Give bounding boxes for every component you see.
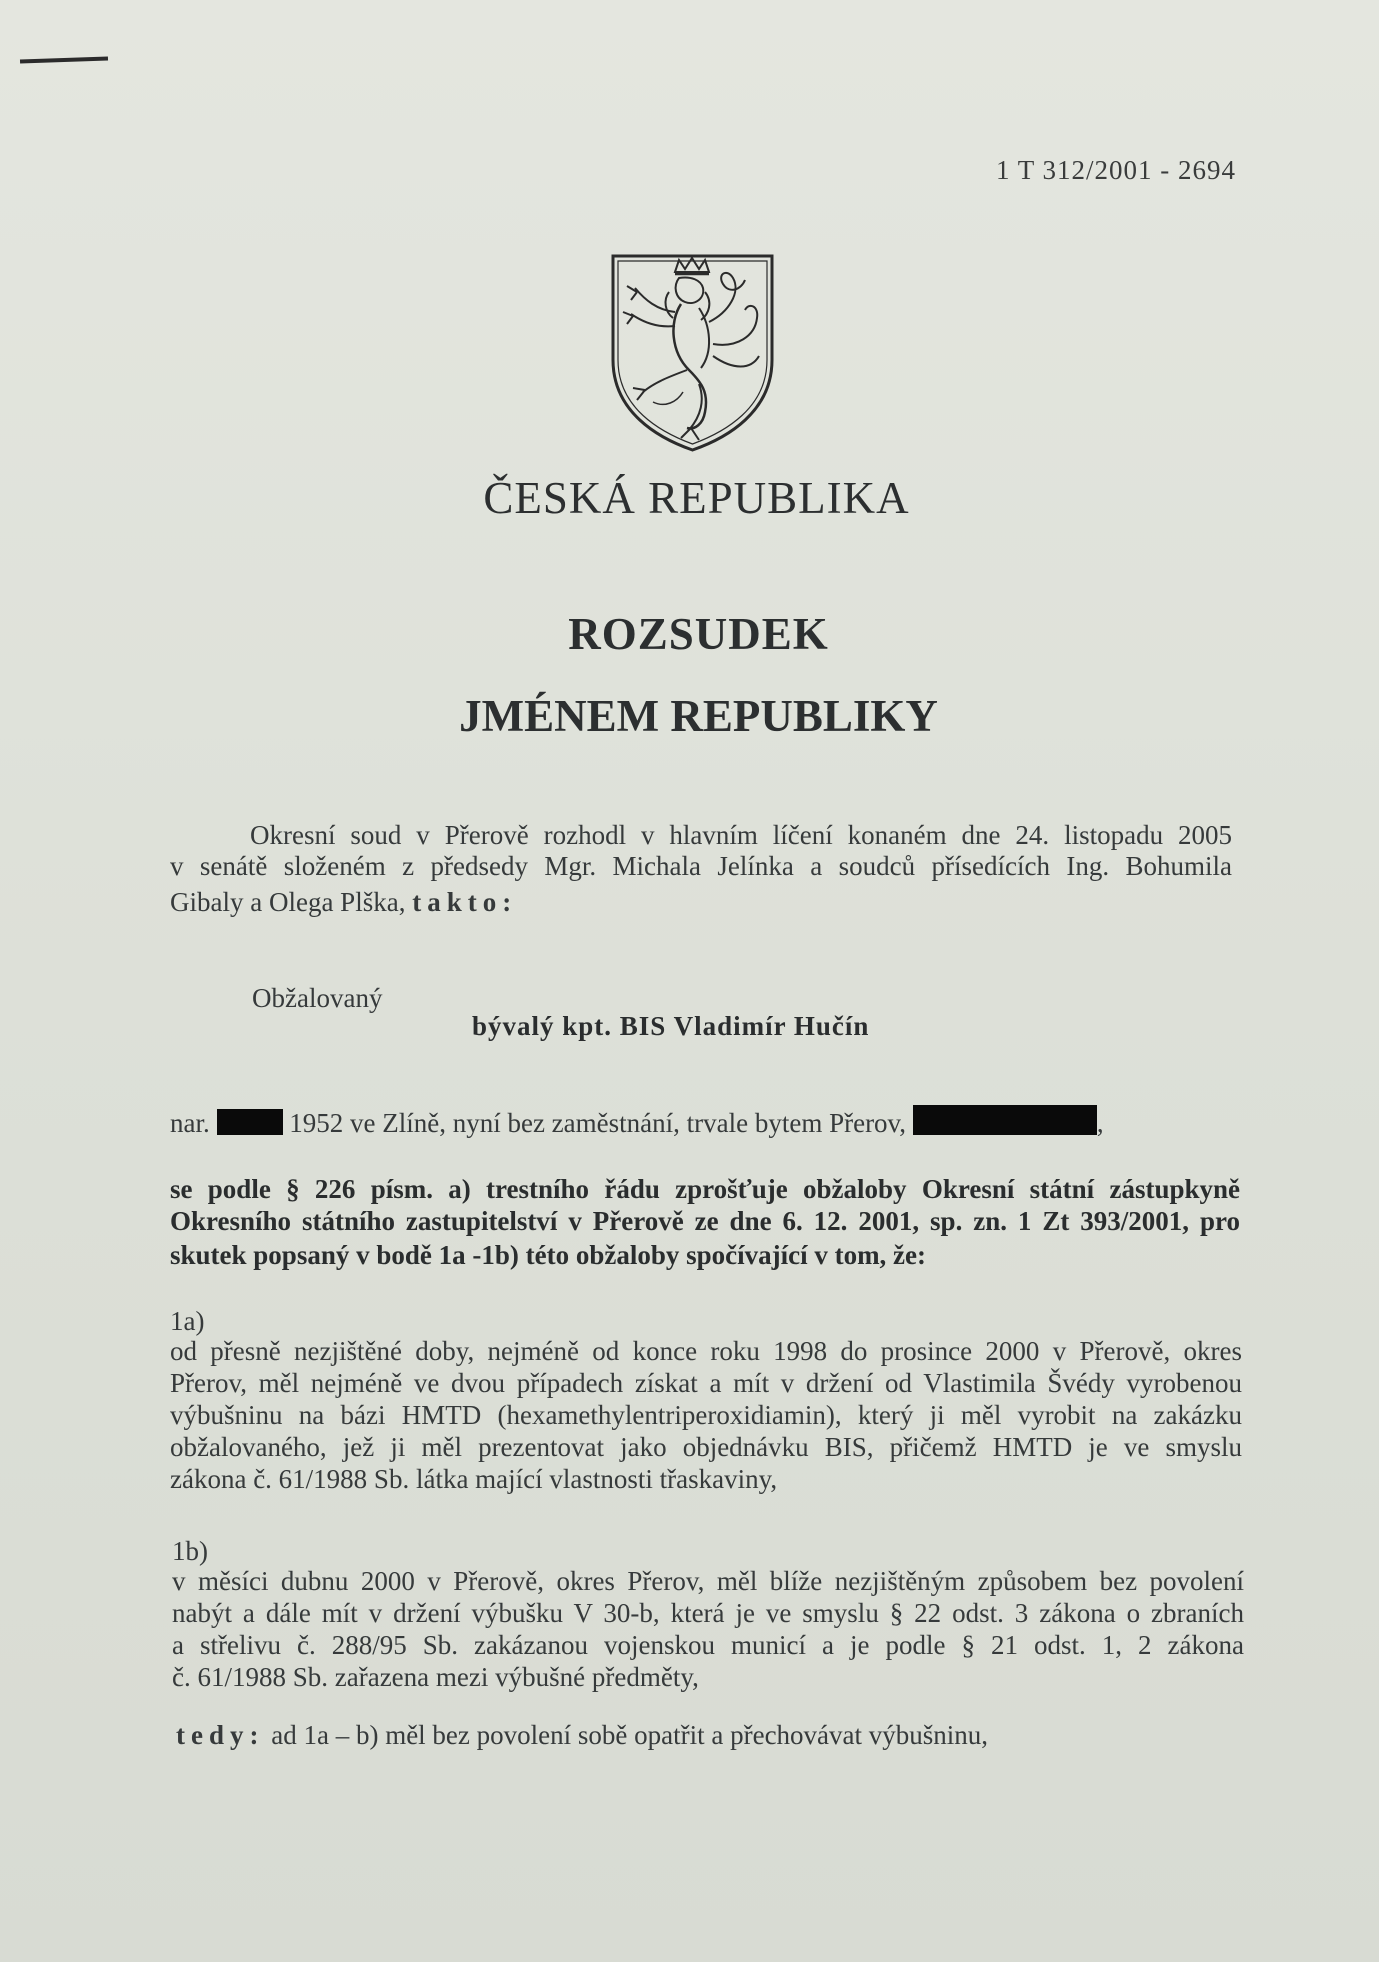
corner-dash: [20, 56, 108, 63]
verdict-line-1: se podle § 226 písm. a) trestního řádu zprošťuje obžaloby Okresní státní zástupkyně: [170, 1174, 1240, 1204]
case-number: 1 T 312/2001 - 2694: [996, 155, 1237, 185]
intro-line-3: [170, 887, 517, 918]
redaction-birthdate: [217, 1109, 283, 1135]
document-title: ROZSUDEK: [568, 609, 829, 659]
redaction-address: [913, 1105, 1097, 1135]
document-subtitle: JMÉNEM REPUBLIKY: [459, 691, 938, 741]
tedy-text: ad 1a – b) měl bez povolení sobě opatřit a přechovávat výbušninu,: [271, 1720, 989, 1750]
point-1b-label: 1b): [172, 1536, 208, 1566]
intro-line-1: Okresní soud v Přerově rozhodl v hlavním líčení konaném dne 24. listopadu 2005: [250, 820, 1232, 850]
birth-middle: 1952 ve Zlíně, nyní bez zaměstnání, trvale bytem Přerov,: [289, 1108, 907, 1138]
birth-suffix: ,: [1096, 1108, 1104, 1138]
tedy-label: tedy:: [176, 1720, 265, 1750]
birth-line: [170, 1105, 1104, 1139]
point-1a-line-3: výbušninu na bázi HMTD (hexamethylentriperoxidiamin), který ji měl vyrobit na zakázku: [170, 1400, 1242, 1430]
birth-prefix: nar.: [170, 1108, 210, 1138]
defendant-name: bývalý kpt. BIS Vladimír Hučín: [472, 1011, 870, 1041]
point-1a-label: 1a): [170, 1306, 205, 1336]
point-1b-line-4: č. 61/1988 Sb. zařazena mezi výbušné předměty,: [172, 1662, 699, 1692]
point-1a-line-1: od přesně nezjištěné doby, nejméně od konce roku 1998 do prosince 2000 v Přerově, okres: [170, 1336, 1242, 1366]
point-1a-line-4: obžalovaného, jež ji měl prezentovat jako objednávku BIS, přičemž HMTD je ve smyslu: [170, 1432, 1242, 1462]
point-1b-line-2: nabýt a dále mít v držení výbušku V 30-b, která je ve smyslu § 22 odst. 3 zákona o zbraních: [172, 1598, 1244, 1628]
point-1a-line-2: Přerov, měl nejméně ve dvou případech získat a mít v držení od Vlastimila Švédy vyrobenou: [170, 1368, 1242, 1398]
intro-line-3-text: Gibaly a Olega Plška,: [170, 887, 406, 917]
verdict-line-3: skutek popsaný v bodě 1a -1b) této obžaloby spočívající v tom, že:: [170, 1240, 927, 1270]
point-1b-line-1: v měsíci dubnu 2000 v Přerově, okres Přerov, měl blíže nezjištěným způsobem bez povolení: [172, 1566, 1244, 1596]
intro-line-2: v senátě složeném z předsedy Mgr. Michala Jelínka a soudců přísedících Ing. Bohumila: [170, 851, 1232, 881]
coat-of-arms-icon: [609, 252, 776, 452]
verdict-line-2: Okresního státního zastupitelství v Přerově ze dne 6. 12. 2001, sp. zn. 1 Zt 393/2001, pro: [170, 1206, 1240, 1236]
point-1b-line-3: a střelivu č. 288/95 Sb. zakázanou vojenskou municí a je podle § 21 odst. 1, 2 zákona: [172, 1630, 1244, 1660]
defendant-label: Obžalovaný: [252, 983, 383, 1013]
country-heading: ČESKÁ REPUBLIKA: [483, 473, 910, 523]
intro-takto: takto:: [412, 887, 518, 917]
tedy-line: [176, 1720, 988, 1751]
point-1a-line-5: zákona č. 61/1988 Sb. látka mající vlastnosti třaskaviny,: [170, 1464, 778, 1494]
